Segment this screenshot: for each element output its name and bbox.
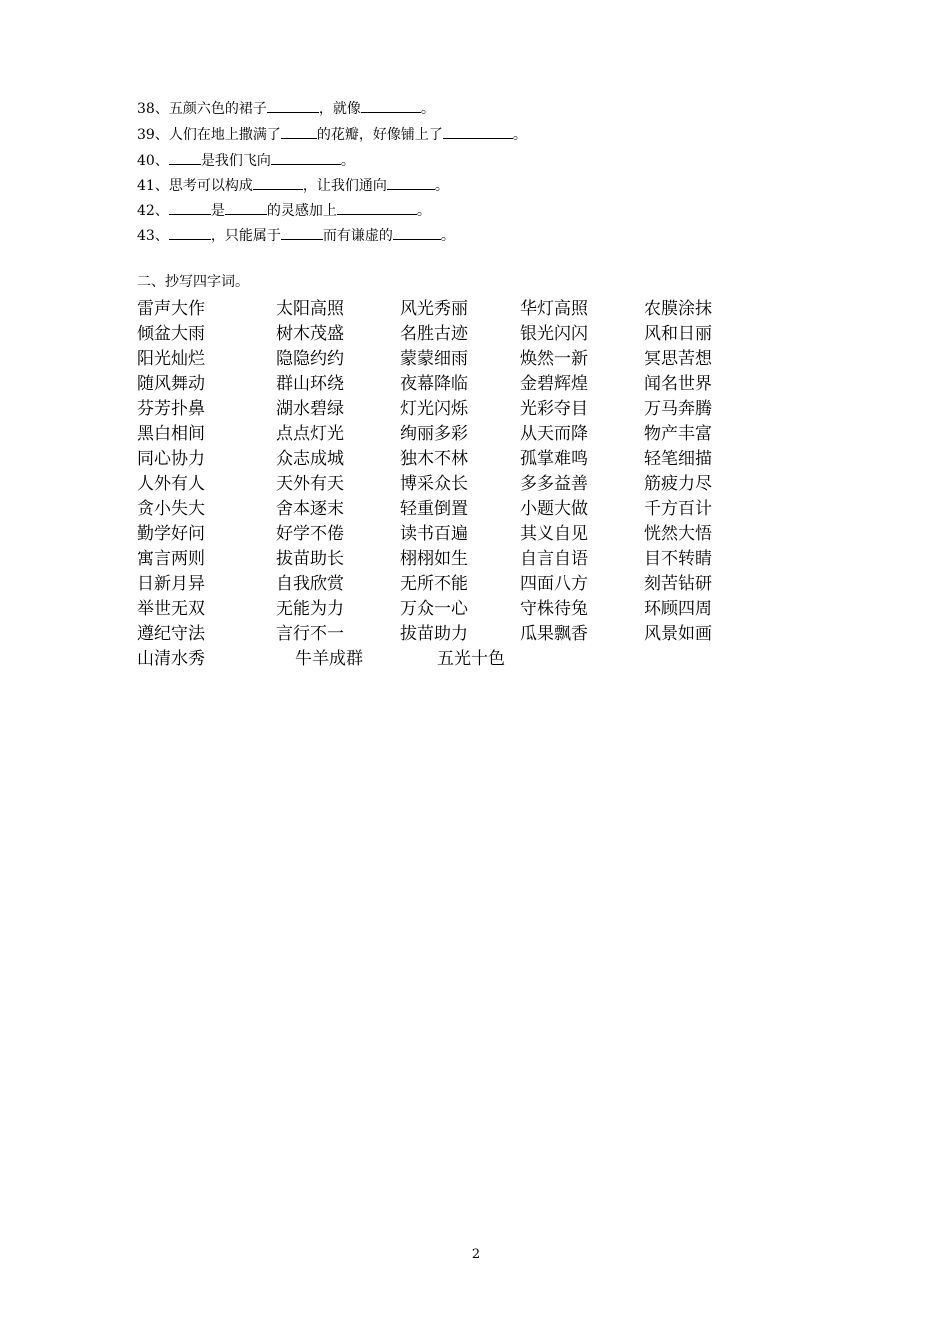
question-text: 是我们飞向: [200, 153, 271, 169]
vocab-word: 举世无双: [137, 599, 205, 619]
vocab-word: 农膜涂抹: [644, 299, 712, 319]
vocab-word: 瓜果飘香: [520, 624, 588, 644]
vocab-word: 独木不林: [400, 449, 468, 469]
vocab-word: 阳光灿烂: [137, 349, 205, 369]
vocab-word: 天外有天: [276, 474, 344, 494]
question-text: 。: [416, 203, 431, 219]
question-text: 。: [512, 127, 527, 143]
vocab-word: 四面八方: [520, 574, 588, 594]
vocab-word: 从天而降: [520, 424, 588, 444]
answer-blank[interactable]: [337, 200, 417, 215]
question-text: 的灵感加上: [266, 203, 337, 219]
question-text: 。: [440, 228, 455, 244]
question-text: ，让我们通向: [302, 178, 387, 194]
vocab-word: 自言自语: [520, 549, 588, 569]
fill-in-question: [137, 150, 355, 171]
vocab-word: 风和日丽: [644, 324, 712, 344]
vocab-word: 芬芳扑鼻: [137, 399, 205, 419]
vocab-word: 焕然一新: [520, 349, 588, 369]
answer-blank[interactable]: [169, 200, 211, 215]
question-text: 41、思考可以构成: [137, 178, 253, 194]
vocab-word: 光彩夺目: [520, 399, 588, 419]
vocab-word: 雷声大作: [137, 299, 205, 319]
vocab-word: 贪小失大: [137, 499, 205, 519]
vocab-word: 自我欣赏: [276, 574, 344, 594]
vocab-word: 拔苗助力: [400, 624, 468, 644]
question-text: 39、人们在地上撒满了: [137, 127, 281, 143]
answer-blank[interactable]: [253, 175, 303, 190]
vocab-word: 物产丰富: [644, 424, 712, 444]
vocab-word: 闻名世界: [644, 374, 712, 394]
fill-in-question: [137, 225, 455, 246]
vocab-word: 千方百计: [644, 499, 712, 519]
vocab-word: 栩栩如生: [400, 549, 468, 569]
answer-blank[interactable]: [271, 150, 341, 165]
vocab-word: 太阳高照: [276, 299, 344, 319]
question-text: ，就像: [318, 101, 361, 117]
vocab-word: 刻苦钻研: [644, 574, 712, 594]
vocab-word: 恍然大悟: [644, 524, 712, 544]
vocab-word: 灯光闪烁: [400, 399, 468, 419]
page-number: 2: [471, 1247, 481, 1262]
vocab-word: 轻重倒置: [400, 499, 468, 519]
vocab-word: 隐隐约约: [276, 349, 344, 369]
vocab-word: 湖水碧绿: [276, 399, 344, 419]
vocab-word: 银光闪闪: [520, 324, 588, 344]
answer-blank[interactable]: [281, 225, 323, 240]
section-title: 二、抄写四字词。: [137, 274, 249, 290]
question-text: 42、: [137, 203, 169, 219]
vocab-word: 众志成城: [276, 449, 344, 469]
vocab-word: 蒙蒙细雨: [400, 349, 468, 369]
question-text: 的花瓣，好像铺上了: [316, 127, 443, 143]
vocab-word: 日新月异: [137, 574, 205, 594]
question-text: 是: [210, 203, 225, 219]
vocab-word: 随风舞动: [137, 374, 205, 394]
answer-blank[interactable]: [387, 175, 435, 190]
vocab-word: 黑白相间: [137, 424, 205, 444]
vocab-word: 名胜古迹: [400, 324, 468, 344]
vocab-word: 倾盆大雨: [137, 324, 205, 344]
vocab-word: 孤掌难鸣: [520, 449, 588, 469]
fill-in-question: [137, 175, 449, 196]
answer-blank[interactable]: [225, 200, 267, 215]
question-text: 。: [420, 101, 435, 117]
question-text: 而有谦虚的: [322, 228, 393, 244]
vocab-word: 同心协力: [137, 449, 205, 469]
vocab-word: 好学不倦: [276, 524, 344, 544]
vocab-word: 冥思苦想: [644, 349, 712, 369]
vocab-word: 遵纪守法: [137, 624, 205, 644]
fill-in-question: [137, 200, 431, 221]
vocab-word: 夜幕降临: [400, 374, 468, 394]
vocab-word: 轻笔细描: [644, 449, 712, 469]
vocab-word: 万马奔腾: [644, 399, 712, 419]
vocab-word: 人外有人: [137, 474, 205, 494]
vocab-word: 拔苗助长: [276, 549, 344, 569]
vocab-word: 群山环绕: [276, 374, 344, 394]
vocab-word: 无所不能: [400, 574, 468, 594]
vocab-word: 读书百遍: [400, 524, 468, 544]
vocab-word: 环顾四周: [644, 599, 712, 619]
vocab-word: 牛羊成群: [295, 649, 363, 669]
question-text: ，只能属于: [210, 228, 281, 244]
question-text: 。: [434, 178, 449, 194]
question-text: 43、: [137, 228, 169, 244]
vocab-word: 多多益善: [520, 474, 588, 494]
answer-blank[interactable]: [361, 98, 421, 113]
answer-blank[interactable]: [393, 225, 441, 240]
answer-blank[interactable]: [443, 124, 513, 139]
vocab-word: 小题大做: [520, 499, 588, 519]
vocab-word: 舍本逐末: [276, 499, 344, 519]
question-text: 38、五颜六色的裙子: [137, 101, 267, 117]
vocab-word: 言行不一: [276, 624, 344, 644]
answer-blank[interactable]: [169, 150, 201, 165]
answer-blank[interactable]: [169, 225, 211, 240]
question-text: 。: [340, 153, 355, 169]
vocab-word: 其义自见: [520, 524, 588, 544]
vocab-word: 万众一心: [400, 599, 468, 619]
vocab-word: 华灯高照: [520, 299, 588, 319]
vocab-word: 金碧辉煌: [520, 374, 588, 394]
vocab-word: 五光十色: [437, 649, 505, 669]
fill-in-question: [137, 98, 435, 119]
vocab-word: 树木茂盛: [276, 324, 344, 344]
answer-blank[interactable]: [281, 124, 317, 139]
vocab-word: 点点灯光: [276, 424, 344, 444]
vocab-word: 博采众长: [400, 474, 468, 494]
vocab-word: 筋疲力尽: [644, 474, 712, 494]
fill-in-question: [137, 124, 527, 145]
vocab-word: 风光秀丽: [400, 299, 468, 319]
vocab-word: 山清水秀: [137, 649, 205, 669]
vocab-word: 目不转睛: [644, 549, 712, 569]
question-text: 40、: [137, 153, 169, 169]
vocab-word: 绚丽多彩: [400, 424, 468, 444]
vocab-word: 寓言两则: [137, 549, 205, 569]
vocab-word: 勤学好问: [137, 524, 205, 544]
vocab-word: 守株待兔: [520, 599, 588, 619]
vocab-word: 无能为力: [276, 599, 344, 619]
vocab-word: 风景如画: [644, 624, 712, 644]
answer-blank[interactable]: [267, 98, 319, 113]
